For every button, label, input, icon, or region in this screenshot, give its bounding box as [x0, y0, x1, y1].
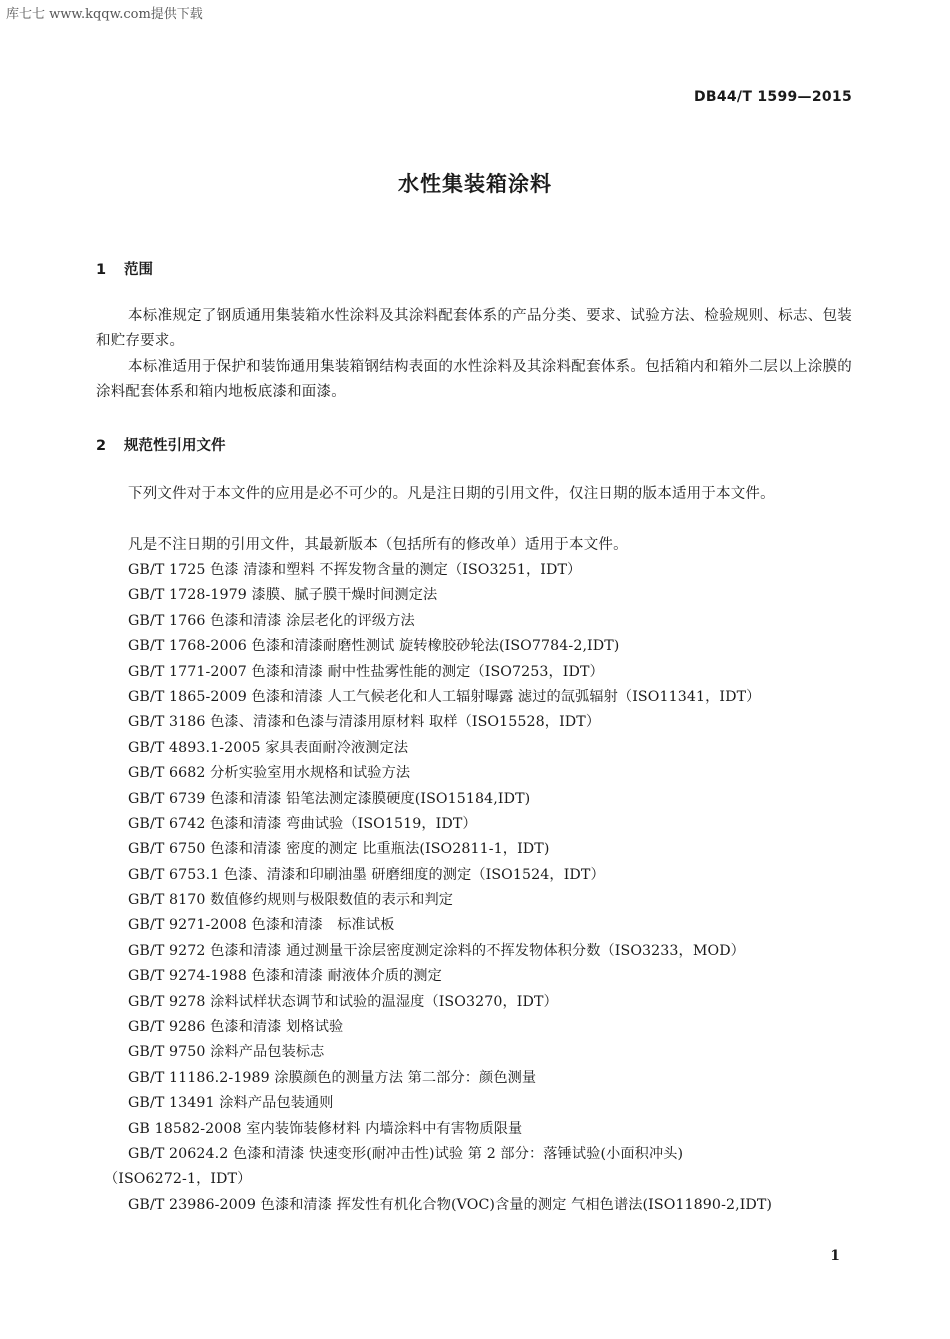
reference-item: GB/T 9272 色漆和清漆 通过测量干涂层密度测定涂料的不挥发物体积分数（ISO3233，MOD） — [128, 942, 745, 959]
reference-item: GB/T 9286 色漆和清漆 划格试验 — [128, 1019, 344, 1036]
section-1-paragraph-2: 本标准适用于保护和装饰通用集装箱钢结构表面的水性涂料及其涂料配套体系。包括箱内和箱外二层以上涂膜的涂料配套体系和箱内地板底漆和面漆。 — [96, 359, 852, 400]
section-2-paragraph-2: 凡是不注日期的引用文件，其最新版本（包括所有的修改单）适用于本文件。 — [128, 537, 628, 553]
section-title: 范围 — [124, 262, 153, 278]
section-title: 规范性引用文件 — [124, 438, 226, 454]
reference-item: GB/T 8170 数值修约规则与极限数值的表示和判定 — [128, 892, 454, 909]
document-title: 水性集装箱涂料 — [398, 172, 552, 196]
reference-item: GB/T 1768-2006 色漆和清漆耐磨性测试 旋转橡胶砂轮法(ISO7784-2,IDT) — [128, 638, 620, 655]
reference-item: GB/T 1728-1979 漆膜、腻子膜干燥时间测定法 — [128, 587, 438, 604]
reference-item: GB/T 1766 色漆和清漆 涂层老化的评级方法 — [128, 612, 415, 629]
reference-item: GB/T 6750 色漆和清漆 密度的测定 比重瓶法(ISO2811-1，IDT) — [128, 841, 550, 858]
section-2-paragraph-1: 下列文件对于本文件的应用是必不可少的。凡是注日期的引用文件，仅注日期的版本适用于本文件。 — [128, 486, 775, 502]
section-1-heading — [96, 258, 153, 279]
reference-item: GB/T 9278 涂料试样状态调节和试验的温湿度（ISO3270，IDT） — [128, 993, 558, 1010]
section-number: 2 — [96, 438, 107, 454]
reference-item: GB/T 20624.2 色漆和清漆 快速变形(耐冲击性)试验 第 2 部分：落锤试验(小面积冲头) — [128, 1145, 684, 1162]
reference-item: GB/T 6739 色漆和清漆 铅笔法测定漆膜硬度(ISO15184,IDT) — [128, 790, 531, 807]
section-number: 1 — [96, 262, 107, 278]
section-2-heading — [96, 434, 226, 455]
reference-item: GB/T 6742 色漆和清漆 弯曲试验（ISO1519，IDT） — [128, 815, 477, 832]
normative-references-list — [104, 558, 858, 1218]
reference-item: GB/T 9271-2008 色漆和清漆 标准试板 — [128, 917, 395, 934]
reference-item-continuation: （ISO6272-1，IDT） — [104, 1171, 252, 1188]
section-1-paragraph-1: 本标准规定了钢质通用集装箱水性涂料及其涂料配套体系的产品分类、要求、试验方法、检验规则、标志、包装和贮存要求。 — [96, 308, 852, 349]
reference-item: GB/T 3186 色漆、清漆和色漆与清漆用原材料 取样（ISO15528，IDT） — [128, 714, 601, 731]
standard-code: DB44/T 1599—2015 — [693, 89, 852, 105]
reference-item: GB/T 4893.1-2005 家具表面耐冷液测定法 — [128, 739, 409, 756]
reference-item: GB/T 1771-2007 色漆和清漆 耐中性盐雾性能的测定（ISO7253，IDT） — [128, 663, 604, 680]
reference-item: GB/T 9750 涂料产品包装标志 — [128, 1044, 325, 1061]
watermark-text: 库七七 www.kqqw.com提供下载 — [6, 7, 203, 22]
reference-item: GB/T 11186.2-1989 涂膜颜色的测量方法 第二部分：颜色测量 — [128, 1069, 537, 1086]
reference-item: GB/T 13491 涂料产品包装通则 — [128, 1095, 334, 1112]
reference-item: GB/T 6682 分析实验室用水规格和试验方法 — [128, 765, 411, 782]
reference-item: GB/T 6753.1 色漆、清漆和印刷油墨 研磨细度的测定（ISO1524，IDT） — [128, 866, 605, 883]
reference-item: GB 18582-2008 室内装饰装修材料 内墙涂料中有害物质限量 — [128, 1120, 523, 1137]
page-number: 1 — [830, 1248, 840, 1264]
reference-item: GB/T 1725 色漆 清漆和塑料 不挥发物含量的测定（ISO3251，IDT） — [128, 562, 582, 578]
reference-item: GB/T 1865-2009 色漆和清漆 人工气候老化和人工辐射曝露 滤过的氙弧辐射（ISO11341，IDT） — [128, 688, 761, 705]
reference-item: GB/T 23986-2009 色漆和清漆 挥发性有机化合物(VOC)含量的测定 气相色谱法(ISO11890-2,IDT) — [128, 1196, 773, 1213]
reference-item: GB/T 9274-1988 色漆和清漆 耐液体介质的测定 — [128, 968, 442, 985]
